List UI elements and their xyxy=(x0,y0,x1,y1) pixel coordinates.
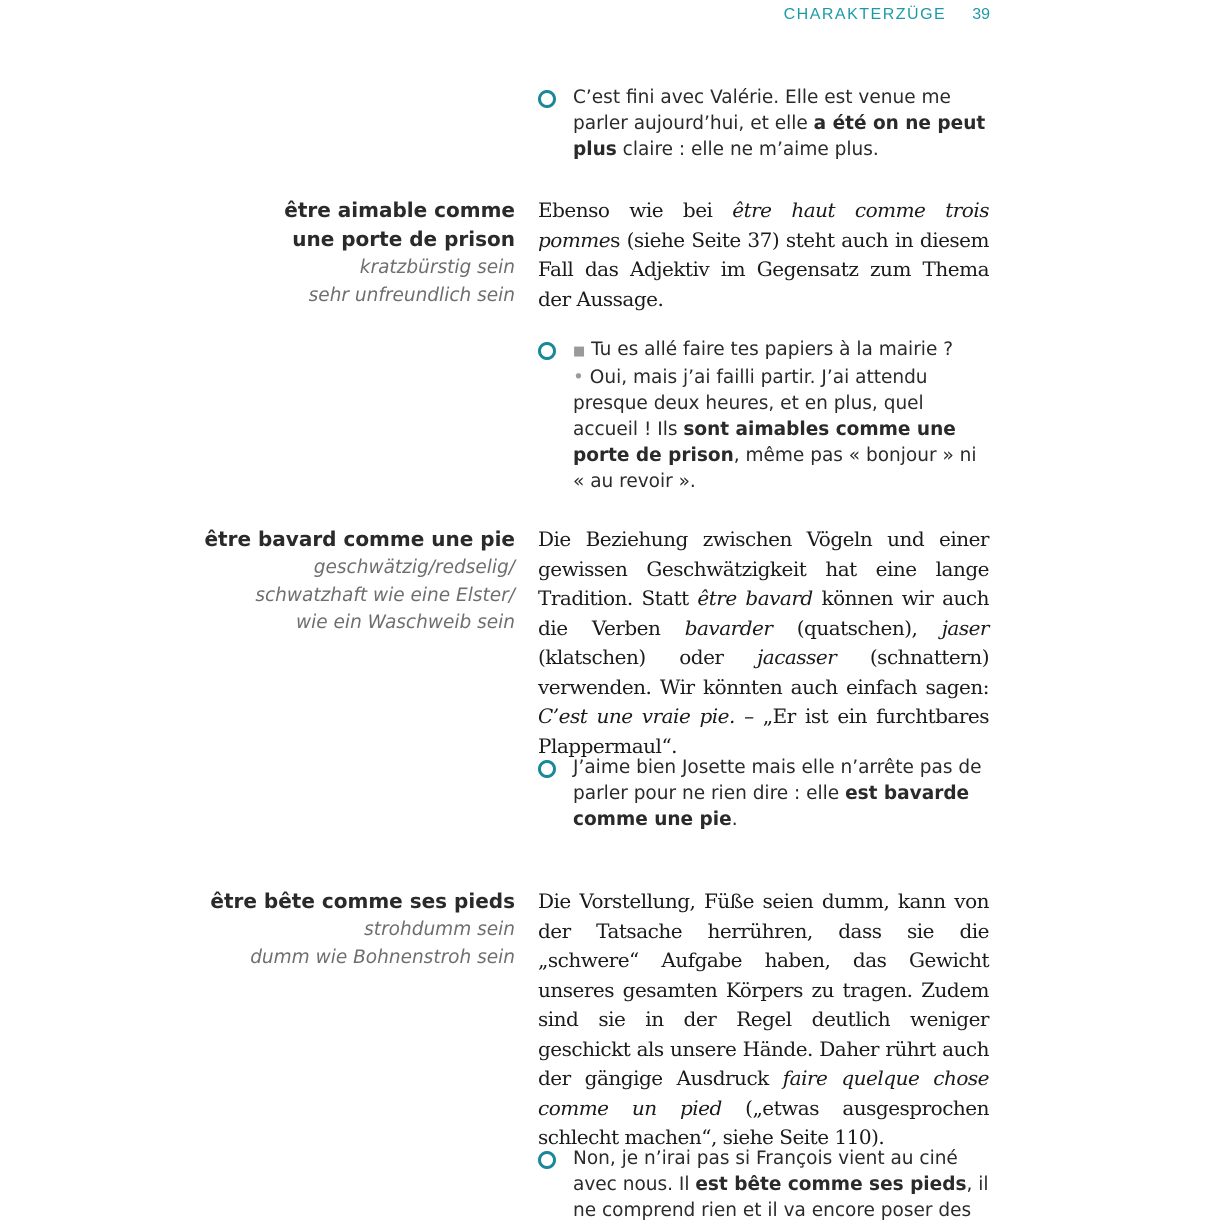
text-run: (schnattern) verwenden. Wir könnten auch einfach sagen: xyxy=(538,645,989,699)
idiom-explanation xyxy=(538,196,989,314)
text-run: s (siehe Seite 37) steht auch in diesem Fall das Adjektiv im Gegensatz zum Thema der Aussage. xyxy=(538,227,989,311)
example-text xyxy=(573,85,990,163)
idiom-translation: wie ein Waschweib sein xyxy=(296,612,515,633)
text-run: Ebenso wie bei xyxy=(538,198,733,222)
example-text xyxy=(573,755,990,833)
example-bullet-icon xyxy=(538,90,556,108)
text-run: (quatschen), xyxy=(772,615,942,640)
text-run: – „Er ist ein furchtbares Plappermaul“. xyxy=(538,704,990,758)
idiom-translation: sehr unfreundlich sein xyxy=(308,284,515,306)
italic-phrase: bavarder xyxy=(684,615,773,640)
page-number: 39 xyxy=(972,6,990,23)
example-bullet-icon xyxy=(538,760,556,778)
dialogue-line xyxy=(573,365,990,495)
text-run: („etwas ausgesprochen schlecht machen“, siehe Seite 110). xyxy=(538,1095,989,1149)
text-run: Oui, mais j’ai failli partir. J’ai attendu presque deux heures, et en plus, quel accueil ! Ils xyxy=(573,367,928,440)
idiom-translation: schwatzhaft wie eine Elster/ xyxy=(255,584,515,606)
entry-heading xyxy=(130,196,515,309)
idiom-term: une porte de prison xyxy=(292,227,515,251)
idiom-explanation xyxy=(538,525,989,761)
idiom-translation: dumm wie Bohnenstroh sein xyxy=(250,946,515,968)
bold-phrase: est bête comme ses pieds xyxy=(695,1174,967,1195)
section-title: CHARAKTERZÜGE xyxy=(783,6,947,23)
example-block xyxy=(538,337,990,495)
text-run: Die Beziehung zwischen Vögeln und einer gewissen Geschwätzigkeit hat eine lange Tradition. Statt xyxy=(538,527,989,610)
text-run: Die Vorstellung, Füße seien dumm, kann von der Tatsache herrühren, dass sie die „schwere“ Aufgabe haben, das Gewicht unseres gesamten Körpers zu tragen. Zudem sind sie in der Regel deutlich weniger geschickt als unsere Hände. Daher rührt auch der gängige Ausdruck xyxy=(538,889,989,1090)
running-header xyxy=(0,6,990,24)
dot-marker-icon: • xyxy=(573,367,584,388)
bold-phrase: a été on ne peut plus xyxy=(573,113,986,160)
bold-phrase: est bavarde comme une pie xyxy=(573,783,970,830)
example-bullet-icon xyxy=(538,1151,556,1169)
text-run: C’est fini avec Valérie. Elle est venue me parler aujourd’hui, et elle xyxy=(573,87,951,134)
italic-phrase: C’est une vraie pie. xyxy=(538,704,735,728)
italic-phrase: jacasser xyxy=(757,645,837,669)
italic-phrase: être haut comme trois pomme xyxy=(538,198,989,252)
italic-phrase: faire quelque chose comme un pied xyxy=(538,1066,989,1120)
text-run: J’aime bien Josette mais elle n’arrête pas de parler pour ne rien dire : elle xyxy=(573,757,982,804)
idiom-term: être bête comme ses pieds xyxy=(210,889,515,913)
dialogue-line xyxy=(573,337,990,365)
idiom-translation: geschwätzig/redselig/ xyxy=(313,557,515,578)
text-run: Tu es allé faire tes papiers à la mairie ? xyxy=(585,339,954,360)
text-run: können wir auch die Verben xyxy=(538,586,989,640)
example-block xyxy=(538,755,990,833)
idiom-explanation xyxy=(538,887,989,1153)
idiom-translation: kratzbürstig sein xyxy=(359,257,515,278)
entry-heading xyxy=(130,887,515,971)
text-run: , même pas « bonjour » ni « au revoir ». xyxy=(573,445,977,492)
entry-heading xyxy=(130,525,515,637)
example-bullet-icon xyxy=(538,342,556,360)
text-run: . xyxy=(731,809,738,830)
square-marker-icon: ■ xyxy=(573,344,586,359)
bold-phrase: sont aimables comme une porte de prison xyxy=(573,419,956,466)
example-block-top xyxy=(538,85,990,163)
example-text xyxy=(573,1146,990,1224)
text-run: Non, je n’irai pas si François vient au ciné avec nous. Il xyxy=(573,1148,958,1195)
text-run: (klatschen) oder xyxy=(538,645,758,669)
idiom-term: être aimable comme xyxy=(284,198,515,222)
italic-phrase: être bavard xyxy=(697,586,813,610)
text-run: claire : elle ne m’aime plus. xyxy=(616,139,879,160)
example-block xyxy=(538,1146,990,1224)
idiom-translation: strohdumm sein xyxy=(364,919,515,940)
idiom-term: être bavard comme une pie xyxy=(204,527,515,551)
italic-phrase: jaser xyxy=(941,615,989,640)
text-run: , il ne comprend rien et il va encore poser des xyxy=(573,1174,989,1221)
example-text xyxy=(573,337,990,495)
